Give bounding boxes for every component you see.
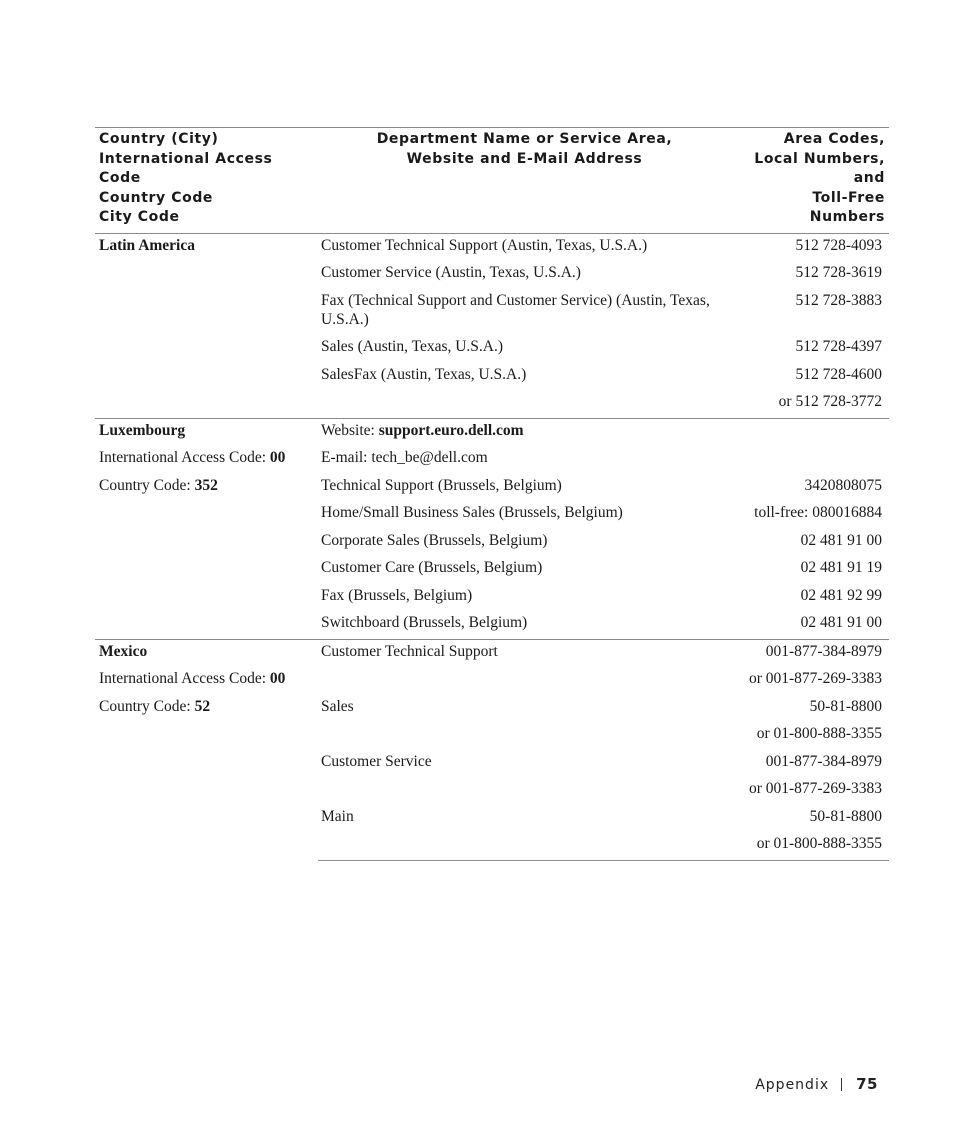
phone-number: 512 728-4397 [795,338,882,355]
website-line: Website: support.euro.dell.com [321,421,524,439]
phone-number: 512 728-4093 [795,236,882,254]
email-line[interactable]: E-mail: tech_be@dell.com [321,449,488,466]
service-name [318,777,731,805]
service-name [318,832,731,860]
table-row [95,667,889,695]
country-name: Luxembourg [99,421,186,439]
table-row [95,390,889,418]
table-row [95,289,889,336]
table-row [95,722,889,750]
phone-number: 001-877-384-8979 [765,642,882,660]
service-name: Fax (Brussels, Belgium) [321,586,473,604]
phone-number: 512 728-3619 [795,264,882,281]
phone-number: 02 481 91 00 [731,611,889,639]
table-row [95,529,889,557]
service-name: Customer Technical Support [321,642,498,660]
country-name: Latin America [99,236,195,254]
phone-number: or 01-800-888-3355 [756,725,882,742]
service-name: Main [321,807,354,825]
page-number: 75 [856,1075,878,1093]
phone-number: 50-81-8800 [809,697,882,715]
country-code: Country Code: 52 [99,697,211,715]
phone-number: or 512 728-3772 [731,390,889,418]
service-name: Customer Service [321,752,432,770]
phone-number: 50-81-8800 [809,807,882,825]
table-row [95,335,889,363]
table-row [95,639,889,667]
country-name: Mexico [99,642,148,660]
phone-number: 02 481 92 99 [800,586,882,604]
header-department: Department Name or Service Area, Website and E-Mail Address [318,128,731,234]
service-name [318,667,731,695]
service-name: Home/Small Business Sales (Brussels, Belgium) [321,504,623,521]
service-name: Sales [321,697,354,715]
table-row [95,777,889,805]
service-name: Customer Service (Austin, Texas, U.S.A.) [321,264,581,281]
header-country: Country (City) International Access Code Country Code City Code [95,128,318,234]
phone-number: 512 728-4600 [795,365,882,383]
access-code: International Access Code: 00 [99,670,286,687]
phone-number: 02 481 91 00 [800,531,882,549]
service-name: Fax (Technical Support and Customer Service) (Austin, Texas, U.S.A.) [321,291,710,328]
phone-number: 3420808075 [804,476,882,494]
contact-table [95,127,889,861]
table-row [95,501,889,529]
service-name: Customer Care (Brussels, Belgium) [321,559,543,576]
table-row [95,474,889,502]
service-name: Corporate Sales (Brussels, Belgium) [321,531,548,549]
table-row [95,805,889,833]
table-row [95,695,889,723]
service-name: Sales (Austin, Texas, U.S.A.) [321,338,504,355]
phone-number: or 01-800-888-3355 [731,832,889,860]
phone-number: 512 728-3883 [795,291,882,309]
service-name [318,390,731,418]
table-row [95,446,889,474]
header-numbers: Area Codes, Local Numbers, and Toll-Free Numbers [731,128,889,234]
table-row [95,418,889,446]
table-header-row [95,128,889,234]
service-name: Switchboard (Brussels, Belgium) [318,611,731,639]
phone-number: or 001-877-269-3383 [748,780,882,797]
table-row [95,233,889,261]
phone-number: toll-free: 080016884 [754,504,882,521]
footer-divider [841,1078,842,1091]
phone-number: 02 481 91 19 [800,559,882,576]
website-link[interactable]: support.euro.dell.com [378,421,524,439]
table-row [95,832,889,860]
service-name: SalesFax (Austin, Texas, U.S.A.) [321,365,527,383]
table-row [95,363,889,391]
country-code: Country Code: 352 [99,476,218,494]
service-name [318,722,731,750]
table-row [95,611,889,639]
access-code: International Access Code: 00 [99,449,286,466]
page-footer [755,1075,878,1093]
footer-section: Appendix [755,1077,830,1093]
table-row [95,750,889,778]
service-name: Customer Technical Support (Austin, Texas, U.S.A.) [321,236,648,254]
table-row [95,584,889,612]
phone-number: or 001-877-269-3383 [748,670,882,687]
service-name: Technical Support (Brussels, Belgium) [321,476,562,494]
table-row [95,556,889,584]
phone-number: 001-877-384-8979 [765,752,882,770]
table-row [95,261,889,289]
